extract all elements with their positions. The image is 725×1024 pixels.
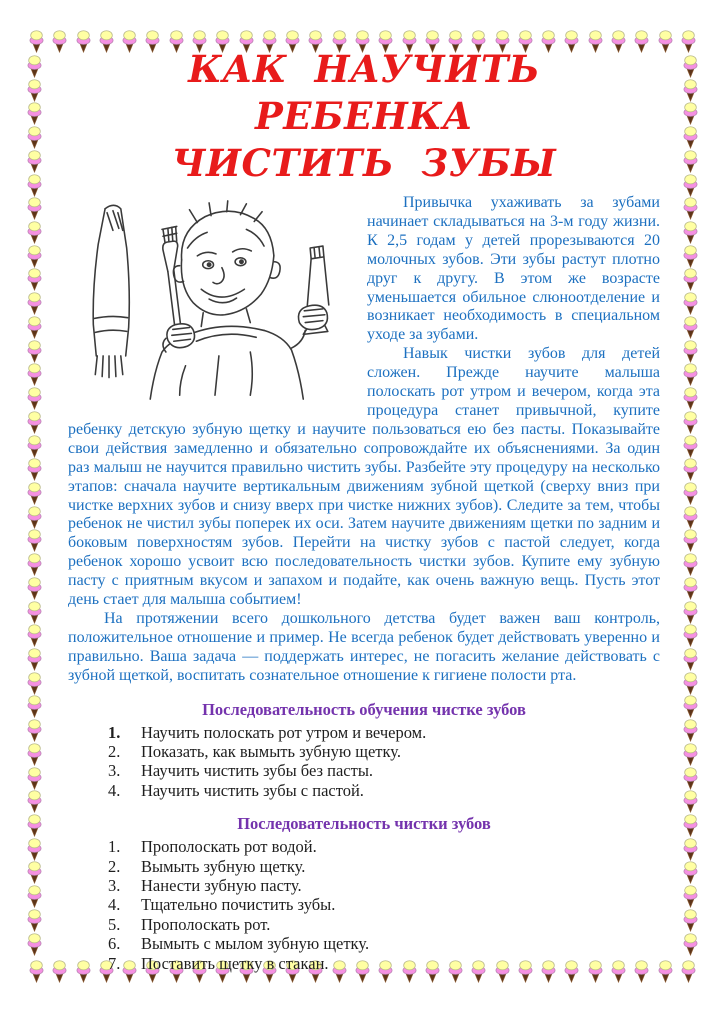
list-item [68,895,660,914]
ice-cream-cone-icon [27,695,42,718]
ice-cream-cone-icon [27,909,42,932]
ice-cream-cone-icon [27,292,42,315]
list-item-number: 6. [108,934,121,954]
paragraph-1: Привычка ухаживать за зубами начинает складываться на 3-м году жизни. К 2,5 годам у детей прорезываются 20 молочных зубов. Эти зубы растут плотно друг к другу. В этом же возрасте уменьшается обильное слюноотделение и возникает необходимость в специальном уходе за зубами. [367,194,660,344]
ice-cream-cone-icon [27,933,42,956]
list-item-number: 5. [108,914,121,934]
ice-cream-cone-icon [683,767,698,790]
ice-cream-cone-icon [27,506,42,529]
ice-cream-cone-icon [683,553,698,576]
list-item-number: 7. [108,953,121,973]
ice-cream-cone-icon [683,55,698,78]
ice-cream-cone-icon [27,814,42,837]
ice-cream-cone-icon [27,126,42,149]
list-item [68,781,660,800]
paragraph-2: Навык чистки зубов для детей сложен. Прежде научите малыша полоскать рот утром и вечером, когда эта процедура станет привычной, купите ребенку детскую зубную щетку и научите пользоваться ею без пасты. Показывайте свои действия замедленно и обязательно сопровождайте их объяснениями. За один раз малыш не научится правильно чистить зубы. Разбейте эту процедуру на несколько этапов: сначала научите вертикальным движениям зубной щеткой (сверху вниз при чистке верхних зубов и снизу вверх при чистке нижних зубов). Следите за тем, чтобы ребенок не чистил зубы поперек их оси. Затем научите движениям щетки по задним и боковым поверхностям зубов. Перейти на чистку зубов с пастой следует, когда ребенок хорошо усвоит всю последовательность чистки зубов. Купите ему зубную пасту с приятным вкусом и запахом и подайте, как очень важную вещь. Пусть этот день стает для малыша событием! [68,345,660,609]
list-item-number: 1. [108,837,121,857]
ice-cream-cone-icon [683,340,698,363]
page-title [68,46,660,187]
ice-cream-cone-icon [683,814,698,837]
ice-cream-cone-icon [27,577,42,600]
ice-cream-cone-icon [27,648,42,671]
article-body [68,194,660,686]
ice-cream-cone-icon [29,30,44,53]
ice-cream-cone-icon [683,411,698,434]
ice-cream-cone-icon [683,221,698,244]
ice-cream-cone-icon [681,960,696,983]
list-item-number: 4. [108,780,121,800]
ice-cream-cone-icon [683,150,698,173]
ice-cream-cone-icon [27,268,42,291]
ice-cream-cone-icon [683,363,698,386]
ice-cream-cone-icon [52,30,67,53]
ice-cream-cone-icon [27,387,42,410]
ice-cream-cone-icon [27,340,42,363]
ice-cream-cone-icon [27,435,42,458]
ice-cream-cone-icon [681,30,696,53]
list-item [68,742,660,761]
ice-cream-cone-icon [27,55,42,78]
ice-cream-cone-icon [27,861,42,884]
ice-cream-cone-icon [683,790,698,813]
ice-cream-cone-icon [683,529,698,552]
ice-cream-cone-icon [683,838,698,861]
brushing-sequence-list [68,837,660,973]
ice-cream-cone-icon [27,885,42,908]
list-item-text: Вымыть зубную щетку. [141,856,306,876]
ice-cream-cone-icon [683,387,698,410]
ice-cream-cone-icon [683,79,698,102]
ice-cream-cone-icon [683,482,698,505]
ice-cream-cone-icon [27,411,42,434]
list-item-text: Вымыть с мылом зубную щетку. [141,934,370,954]
page-title-line1: КАК НАУЧИТЬ РЕБЕНКА [188,47,540,138]
ice-cream-cone-icon [27,482,42,505]
list-item-text: Показать, как вымыть зубную щетку. [141,741,402,761]
list-item-number: 2. [108,741,121,761]
list-item-text: Научить чистить зубы с пастой. [141,780,364,800]
list-item-text: Тщательно почистить зубы. [141,895,336,915]
ice-cream-cone-icon [27,624,42,647]
ice-cream-cone-icon [683,577,698,600]
ice-cream-cone-icon [27,601,42,624]
list-item [68,934,660,953]
ice-cream-cone-icon [683,435,698,458]
list-item [68,761,660,780]
list-item-text: Нанести зубную пасту. [141,876,302,895]
ice-cream-cone-icon [27,767,42,790]
list-item [68,723,660,742]
ice-cream-cone-icon [683,933,698,956]
list-item-text: Научить чистить зубы без пасты. [141,761,374,781]
ice-cream-cone-icon [27,316,42,339]
ice-cream-cone-icon [683,292,698,315]
ice-cream-cone-icon [27,838,42,861]
ice-cream-cone-icon [683,316,698,339]
ice-cream-cone-icon [683,672,698,695]
ice-cream-cone-icon [683,648,698,671]
ice-cream-cone-icon [27,245,42,268]
ice-cream-cone-icon [683,743,698,766]
list-item [68,915,660,934]
ice-cream-cone-icon [683,909,698,932]
ice-cream-cone-icon [27,79,42,102]
list-item-number: 1. [108,722,121,742]
boy-with-toothbrush-and-toothpaste-illustration [70,197,358,405]
ice-cream-cone-icon [27,102,42,125]
ice-cream-cone-icon [683,126,698,149]
list-item [68,837,660,856]
ice-cream-cone-icon [683,695,698,718]
list-item [68,857,660,876]
list-item-number: 2. [108,856,121,876]
list-item-text: Научить полоскать рот утром и вечером. [141,722,427,742]
list-item-number: 4. [108,895,121,915]
list-item-text: Прополоскать рот водой. [141,837,317,857]
ice-cream-cone-icon [683,624,698,647]
list-item [68,954,660,973]
ice-cream-cone-icon [683,174,698,197]
ice-cream-cone-icon [27,672,42,695]
ice-cream-cone-icon [27,221,42,244]
ice-cream-cone-icon [683,506,698,529]
ice-cream-cone-icon [683,102,698,125]
document-content [68,46,660,973]
ice-cream-cone-icon [27,197,42,220]
ice-cream-cone-icon [29,960,44,983]
ice-cream-cone-icon [683,268,698,291]
list-item-number: 3. [108,876,121,895]
section-heading-teaching-sequence: Последовательность обучения чистке зубов [202,699,526,719]
ice-cream-cone-icon [27,553,42,576]
ice-cream-cone-icon [27,458,42,481]
section-heading-brushing-sequence: Последовательность чистки зубов [237,814,491,834]
list-item-text: Прополоскать рот. [141,914,271,934]
ice-cream-cone-icon [27,743,42,766]
ice-cream-cone-icon [52,960,67,983]
ice-cream-cone-icon [683,861,698,884]
ice-cream-cone-icon [27,363,42,386]
list-item-number: 3. [108,761,121,781]
ice-cream-cone-icon [683,719,698,742]
ice-cream-cone-icon [683,885,698,908]
ice-cream-cone-icon [683,458,698,481]
ice-cream-cone-icon [27,150,42,173]
list-item [68,876,660,895]
ice-cream-cone-icon [27,790,42,813]
ice-cream-cone-icon [27,719,42,742]
list-item-text: Поставить щетку в стакан. [141,953,329,973]
page-title-line2: ЧИСТИТЬ ЗУБЫ [171,141,557,185]
ice-cream-cone-icon [683,601,698,624]
border-right [683,55,698,956]
ice-cream-cone-icon [683,197,698,220]
border-left [27,55,42,956]
ice-cream-cone-icon [27,174,42,197]
teaching-sequence-list [68,723,660,801]
ice-cream-cone-icon [27,529,42,552]
paragraph-3: На протяжении всего дошкольного детства будет важен ваш контроль, положительное отношение и пример. Не всегда ребенок будет действовать уверенно и правильно. Ваша задача — поддержать интерес, не погасить желание действовать с зубной щеткой, воспитать сознательное отношение к гигиене полости рта. [68,609,660,684]
ice-cream-cone-icon [683,245,698,268]
